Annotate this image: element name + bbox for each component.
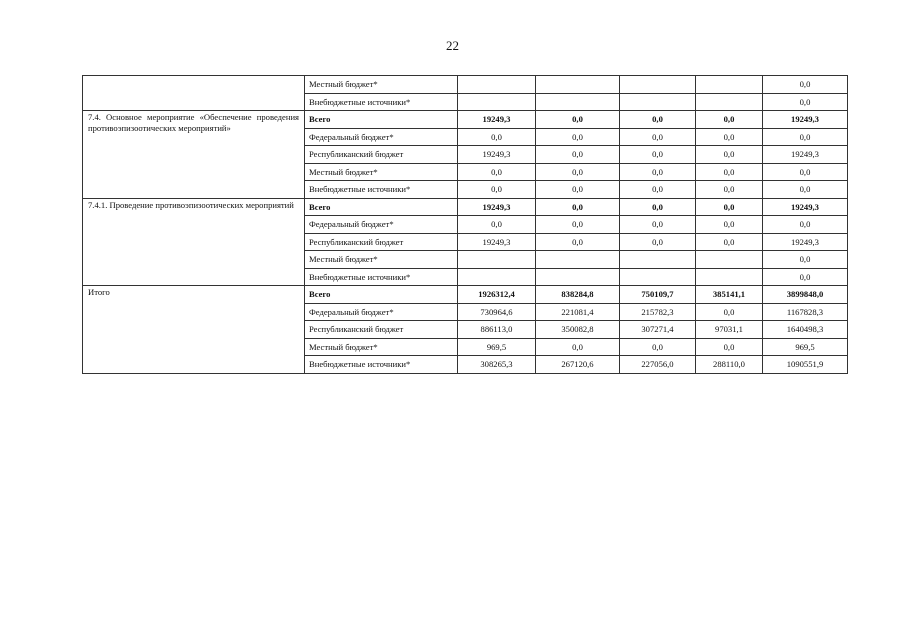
value-cell: 307271,4: [620, 321, 696, 339]
value-cell: 0,0: [620, 163, 696, 181]
value-cell: 0,0: [536, 198, 620, 216]
value-cell: 0,0: [696, 111, 763, 129]
value-cell: 0,0: [696, 216, 763, 234]
table-row: [83, 286, 848, 304]
value-cell: 0,0: [763, 268, 848, 286]
value-cell: 0,0: [763, 93, 848, 111]
funding-source-cell: Местный бюджет*: [305, 163, 458, 181]
value-cell: 19249,3: [763, 111, 848, 129]
value-cell: 215782,3: [620, 303, 696, 321]
funding-source-cell: Местный бюджет*: [305, 251, 458, 269]
value-cell: 1926312,4: [458, 286, 536, 304]
activity-name-cell: [83, 76, 305, 111]
funding-source-cell: Республиканский бюджет: [305, 233, 458, 251]
value-cell: 0,0: [763, 181, 848, 199]
funding-source-cell: Республиканский бюджет: [305, 321, 458, 339]
value-cell: [536, 268, 620, 286]
funding-source-cell: Местный бюджет*: [305, 76, 458, 94]
value-cell: 886113,0: [458, 321, 536, 339]
activity-name-cell: 7.4. Основное мероприятие «Обеспечение проведения противоэпизоотических мероприятий»: [83, 111, 305, 199]
value-cell: 0,0: [458, 181, 536, 199]
value-cell: 350082,8: [536, 321, 620, 339]
funding-source-cell: Местный бюджет*: [305, 338, 458, 356]
value-cell: [458, 93, 536, 111]
value-cell: [620, 76, 696, 94]
value-cell: 969,5: [763, 338, 848, 356]
value-cell: 19249,3: [763, 198, 848, 216]
value-cell: 0,0: [696, 233, 763, 251]
table-row: [83, 111, 848, 129]
value-cell: 0,0: [696, 163, 763, 181]
funding-source-cell: Федеральный бюджет*: [305, 216, 458, 234]
value-cell: 0,0: [620, 128, 696, 146]
value-cell: 97031,1: [696, 321, 763, 339]
value-cell: 19249,3: [458, 146, 536, 164]
value-cell: 221081,4: [536, 303, 620, 321]
value-cell: 0,0: [458, 128, 536, 146]
value-cell: 0,0: [763, 128, 848, 146]
value-cell: 19249,3: [458, 198, 536, 216]
value-cell: 1167828,3: [763, 303, 848, 321]
value-cell: 19249,3: [763, 233, 848, 251]
value-cell: 838284,8: [536, 286, 620, 304]
value-cell: 0,0: [536, 128, 620, 146]
value-cell: 0,0: [763, 251, 848, 269]
budget-table: [82, 75, 848, 374]
value-cell: 0,0: [458, 163, 536, 181]
value-cell: [458, 268, 536, 286]
page-number: 22: [446, 38, 459, 53]
value-cell: 1640498,3: [763, 321, 848, 339]
value-cell: 19249,3: [458, 233, 536, 251]
value-cell: 0,0: [536, 111, 620, 129]
value-cell: 0,0: [536, 233, 620, 251]
value-cell: 750109,7: [620, 286, 696, 304]
value-cell: 0,0: [620, 216, 696, 234]
value-cell: 0,0: [696, 338, 763, 356]
table-row: [83, 198, 848, 216]
value-cell: 385141,1: [696, 286, 763, 304]
value-cell: 3899848,0: [763, 286, 848, 304]
value-cell: 267120,6: [536, 356, 620, 374]
funding-source-cell: Внебюджетные источники*: [305, 356, 458, 374]
value-cell: [458, 76, 536, 94]
value-cell: 0,0: [536, 146, 620, 164]
value-cell: [458, 251, 536, 269]
value-cell: 0,0: [620, 146, 696, 164]
value-cell: 969,5: [458, 338, 536, 356]
funding-source-cell: Внебюджетные источники*: [305, 181, 458, 199]
value-cell: [696, 268, 763, 286]
value-cell: 0,0: [696, 198, 763, 216]
value-cell: 0,0: [620, 111, 696, 129]
activity-name-cell: Итого: [83, 286, 305, 374]
value-cell: 0,0: [696, 146, 763, 164]
value-cell: [696, 93, 763, 111]
value-cell: 0,0: [536, 181, 620, 199]
budget-table-body: [83, 76, 848, 374]
value-cell: 730964,6: [458, 303, 536, 321]
value-cell: [696, 76, 763, 94]
value-cell: 0,0: [620, 181, 696, 199]
value-cell: [620, 268, 696, 286]
value-cell: 288110,0: [696, 356, 763, 374]
funding-source-cell: Всего: [305, 198, 458, 216]
value-cell: 0,0: [696, 303, 763, 321]
funding-source-cell: Федеральный бюджет*: [305, 128, 458, 146]
funding-source-cell: Всего: [305, 111, 458, 129]
value-cell: [536, 76, 620, 94]
funding-source-cell: Внебюджетные источники*: [305, 268, 458, 286]
table-row: [83, 76, 848, 94]
value-cell: 0,0: [620, 198, 696, 216]
value-cell: 0,0: [763, 163, 848, 181]
value-cell: 0,0: [620, 233, 696, 251]
funding-source-cell: Республиканский бюджет: [305, 146, 458, 164]
value-cell: [620, 93, 696, 111]
value-cell: 308265,3: [458, 356, 536, 374]
value-cell: 0,0: [696, 128, 763, 146]
funding-source-cell: Внебюджетные источники*: [305, 93, 458, 111]
funding-source-cell: Всего: [305, 286, 458, 304]
value-cell: 0,0: [536, 216, 620, 234]
value-cell: [696, 251, 763, 269]
value-cell: 0,0: [763, 216, 848, 234]
value-cell: [536, 93, 620, 111]
value-cell: [620, 251, 696, 269]
value-cell: 0,0: [458, 216, 536, 234]
value-cell: 227056,0: [620, 356, 696, 374]
value-cell: 0,0: [536, 338, 620, 356]
value-cell: 1090551,9: [763, 356, 848, 374]
value-cell: 0,0: [620, 338, 696, 356]
value-cell: [536, 251, 620, 269]
value-cell: 0,0: [763, 76, 848, 94]
activity-name-cell: 7.4.1. Проведение противоэпизоотических мероприятий: [83, 198, 305, 286]
value-cell: 0,0: [536, 163, 620, 181]
value-cell: 19249,3: [458, 111, 536, 129]
value-cell: 0,0: [696, 181, 763, 199]
funding-source-cell: Федеральный бюджет*: [305, 303, 458, 321]
value-cell: 19249,3: [763, 146, 848, 164]
